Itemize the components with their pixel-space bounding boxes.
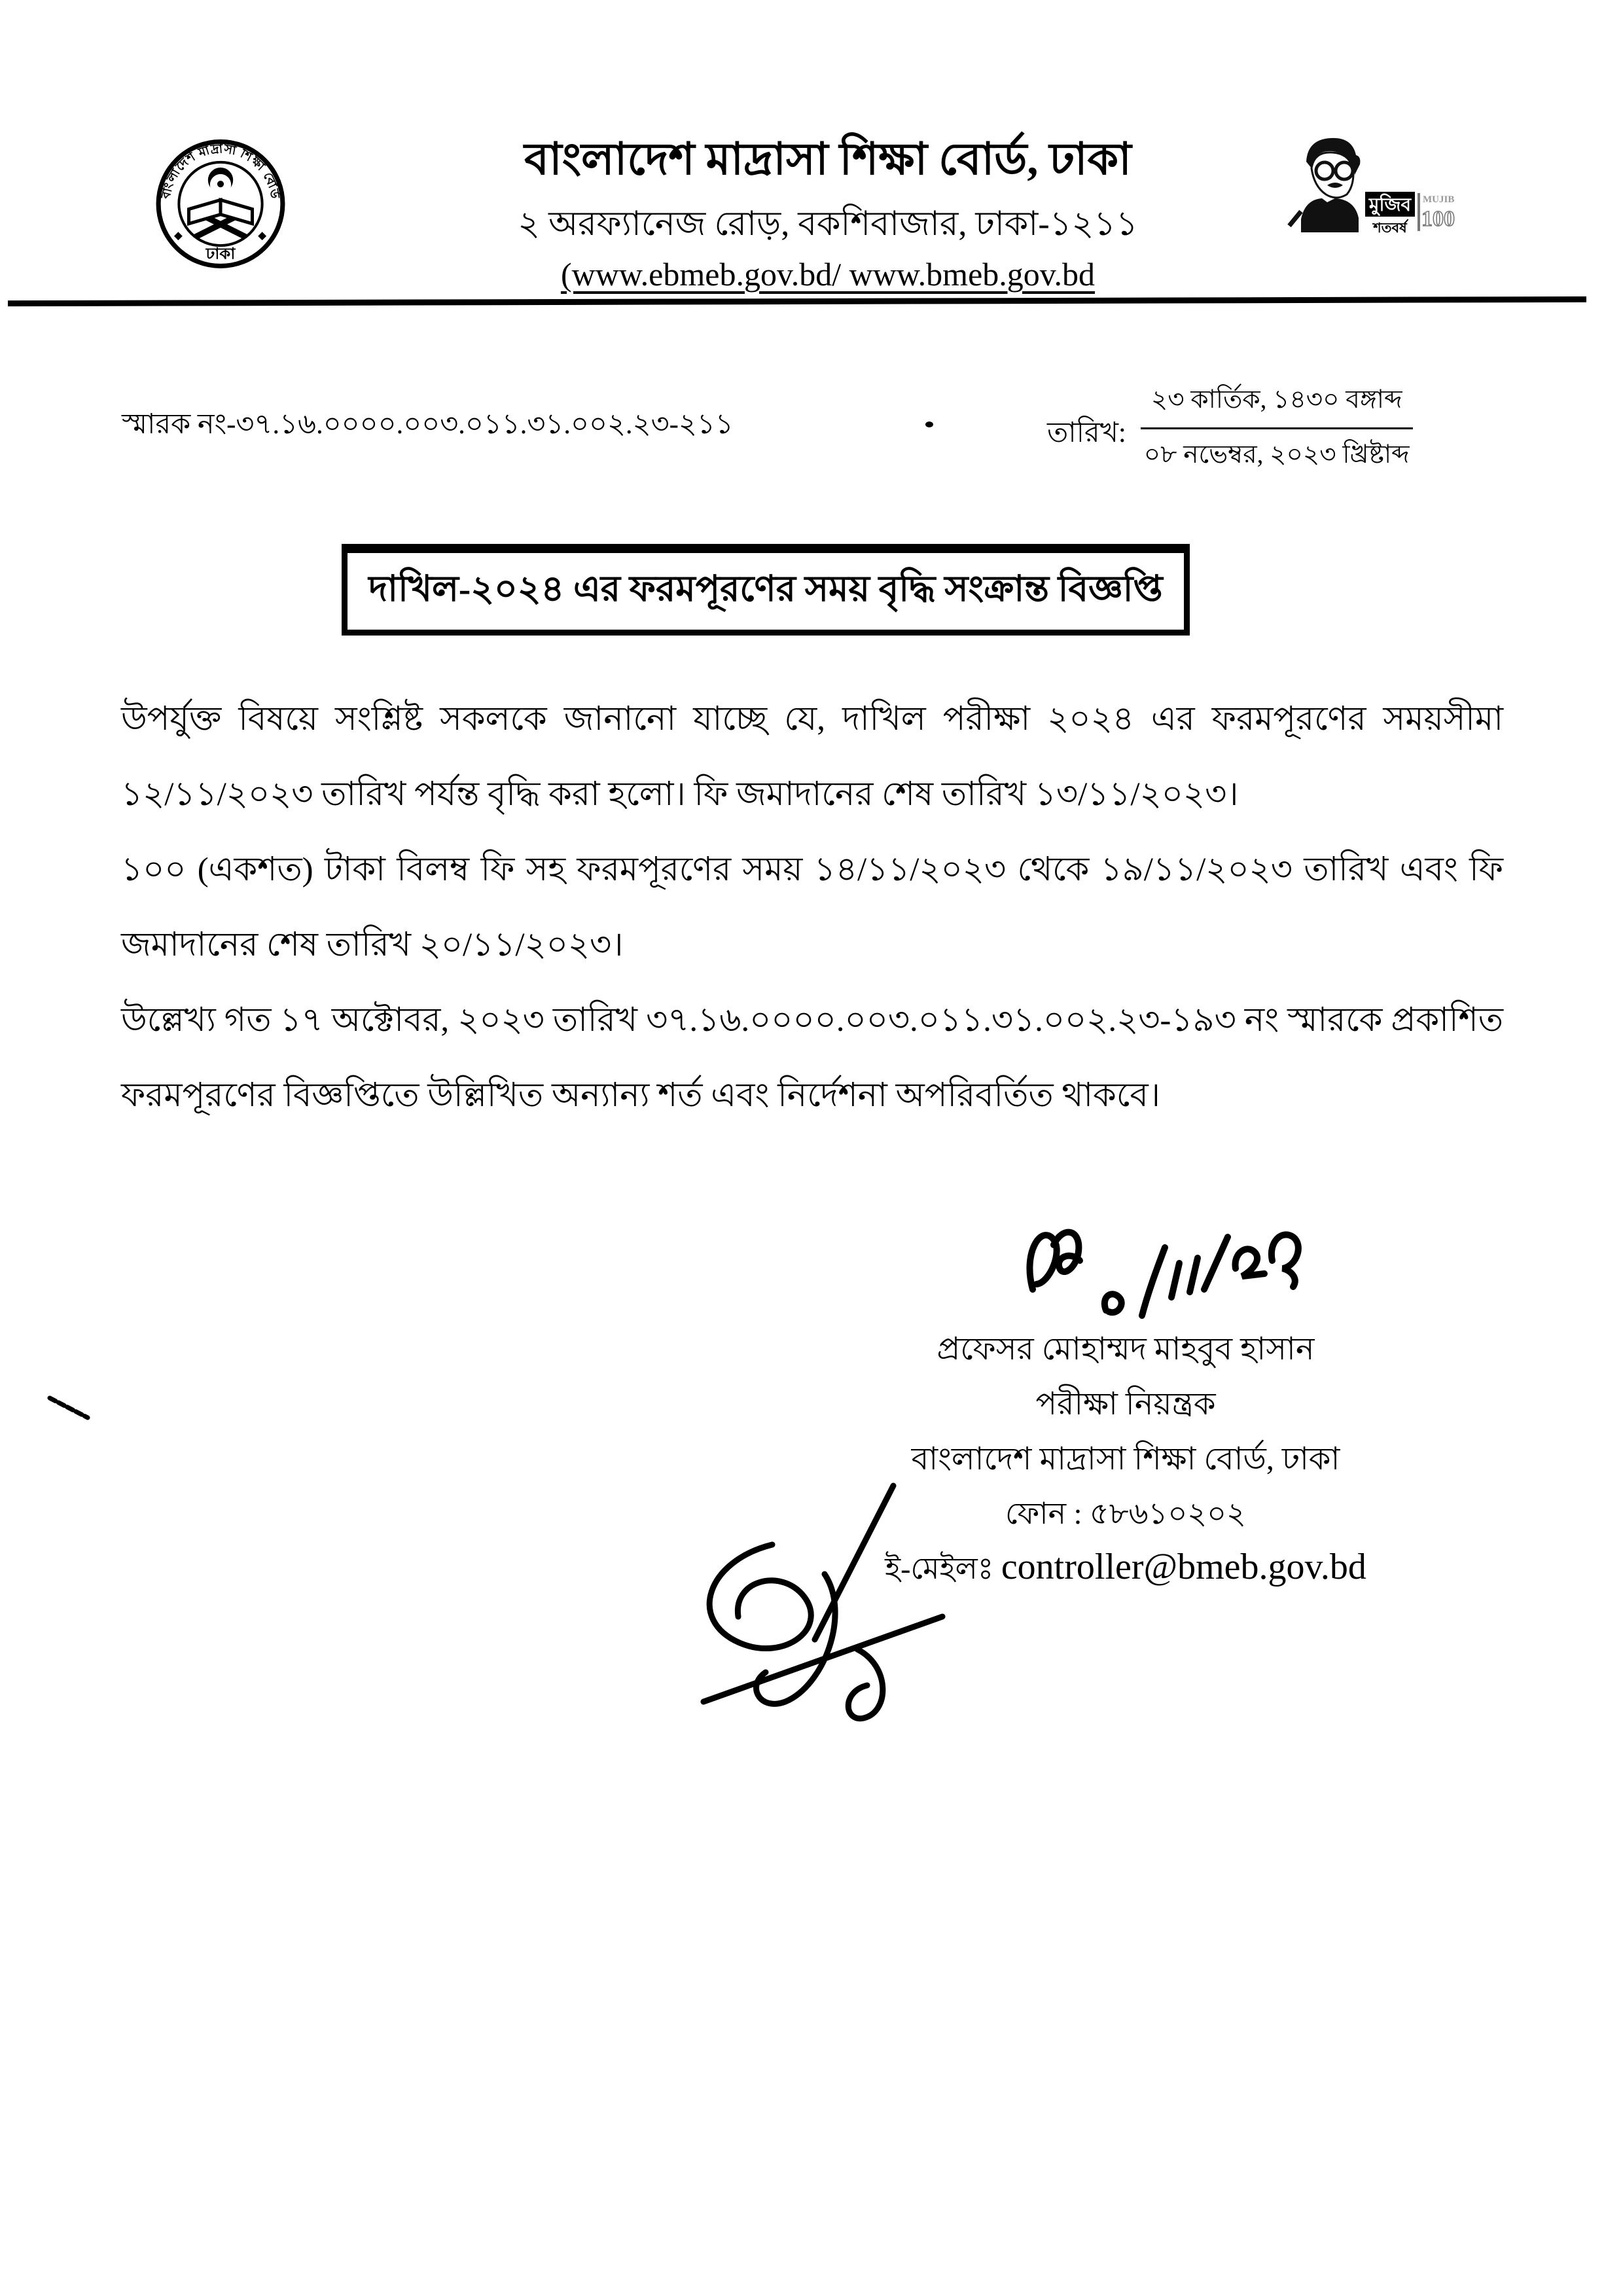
paragraph: ১০০ (একশত) টাকা বিলম্ব ফি সহ ফরমপূরণের সময় ১৪/১১/২০২৩ থেকে ১৯/১১/২০২৩ তারিখ এবং ফি জমাদানের শেষ তারিখ ২০/১১/২০২৩। (121, 852, 1503, 963)
scan-dot-artifact (925, 422, 933, 427)
org-name: বাংলাদেশ মাদ্রাসা শিক্ষা বোর্ড, ঢাকা (524, 134, 1132, 184)
mujib-wordmark (1365, 192, 1455, 236)
date-gregorian: ০৮ নভেম্বর, ২০২৩ খ্রিষ্টাব্দ (1143, 440, 1410, 469)
org-websites (324, 253, 1332, 296)
svg-text:মুজিব: মুজিব (1368, 195, 1412, 215)
paragraph: উল্লেখ্য গত ১৭ অক্টোবর, ২০২৩ তারিখ ৩৭.১৬.০০০০.০০৩.০১১.৩১.০০২.২৩-১৯৩ নং স্মারকে প্রকাশিত ফরমপূরণের বিজ্ঞপ্তিতে উল্লিখিত অন্যান্য শর্ত এবং নির্দেশনা অপরিবর্তিত থাকবে। (121, 1002, 1503, 1114)
signature-scribble (1008, 1206, 1315, 1343)
notice-title: দাখিল-২০২৪ এর ফরমপূরণের সময় বৃদ্ধি সংক্রান্ত বিজ্ঞপ্তি (368, 569, 1163, 609)
seal-bottom-text: ঢাকা (205, 245, 236, 263)
svg-text:MUJIB: MUJIB (1423, 194, 1455, 205)
mujib100-logo (1281, 134, 1455, 255)
stray-scribble (668, 1476, 949, 1757)
seal-ring-text: বাংলাদেশ মাদ্রাসা শিক্ষা বোর্ড (158, 142, 282, 201)
open-book-icon (189, 200, 253, 237)
signatory-designation: পরীক্ষা নিয়ন্ত্রক (1035, 1387, 1216, 1422)
signatory-name: প্রফেসর মোহাম্মদ মাহবুব হাসান (936, 1332, 1315, 1367)
header-divider (8, 296, 1586, 306)
crescent-icon (208, 168, 233, 195)
date-fraction (1141, 380, 1413, 477)
svg-text:100: 100 (1421, 207, 1455, 231)
notice-title-box (342, 544, 1190, 636)
email-label: ই-মেইলঃ (885, 1552, 994, 1585)
svg-text:শতবর্ষ: শতবর্ষ (1373, 220, 1407, 236)
scan-scratch-artifact (47, 1395, 93, 1422)
mujib-portrait-icon (1289, 138, 1360, 232)
date-bangla: ২৩ কার্তিক, ১৪৩০ বঙ্গাব্দ (1141, 380, 1413, 429)
email-address: controller@bmeb.gov.bd (1001, 1547, 1366, 1587)
website-text: (www.ebmeb.gov.bd/ www.bmeb.gov.bd (560, 256, 1096, 293)
org-address: ২ অরফ্যানেজ রোড়, বকশিবাজার, ঢাকা-১২১১ (518, 206, 1138, 243)
board-seal-logo (154, 136, 287, 272)
letterhead (324, 123, 1332, 296)
signatory-organization: বাংলাদেশ মাদ্রাসা শিক্ষা বোর্ড, ঢাকা (911, 1442, 1340, 1477)
notice-body (121, 682, 1503, 1134)
date-label: তারিখ: (1047, 418, 1126, 448)
date-block (1047, 380, 1413, 477)
signatory-phone: ফোন : ৫৮৬১০২০২ (1005, 1497, 1246, 1530)
memo-number: স্মারক নং-৩৭.১৬.০০০০.০০৩.০১১.৩১.০০২.২৩-২১১ (122, 409, 734, 440)
paragraph: উপর্যুক্ত বিষয়ে সংশ্লিষ্ট সকলকে জানানো যাচ্ছে যে, দাখিল পরীক্ষা ২০২৪ এর ফরমপূরণের সময়সীমা ১২/১১/২০২৩ তারিখ পর্যন্ত বৃদ্ধি করা হলো। ফি জমাদানের শেষ তারিখ ১৩/১১/২০২৩। (121, 701, 1503, 813)
